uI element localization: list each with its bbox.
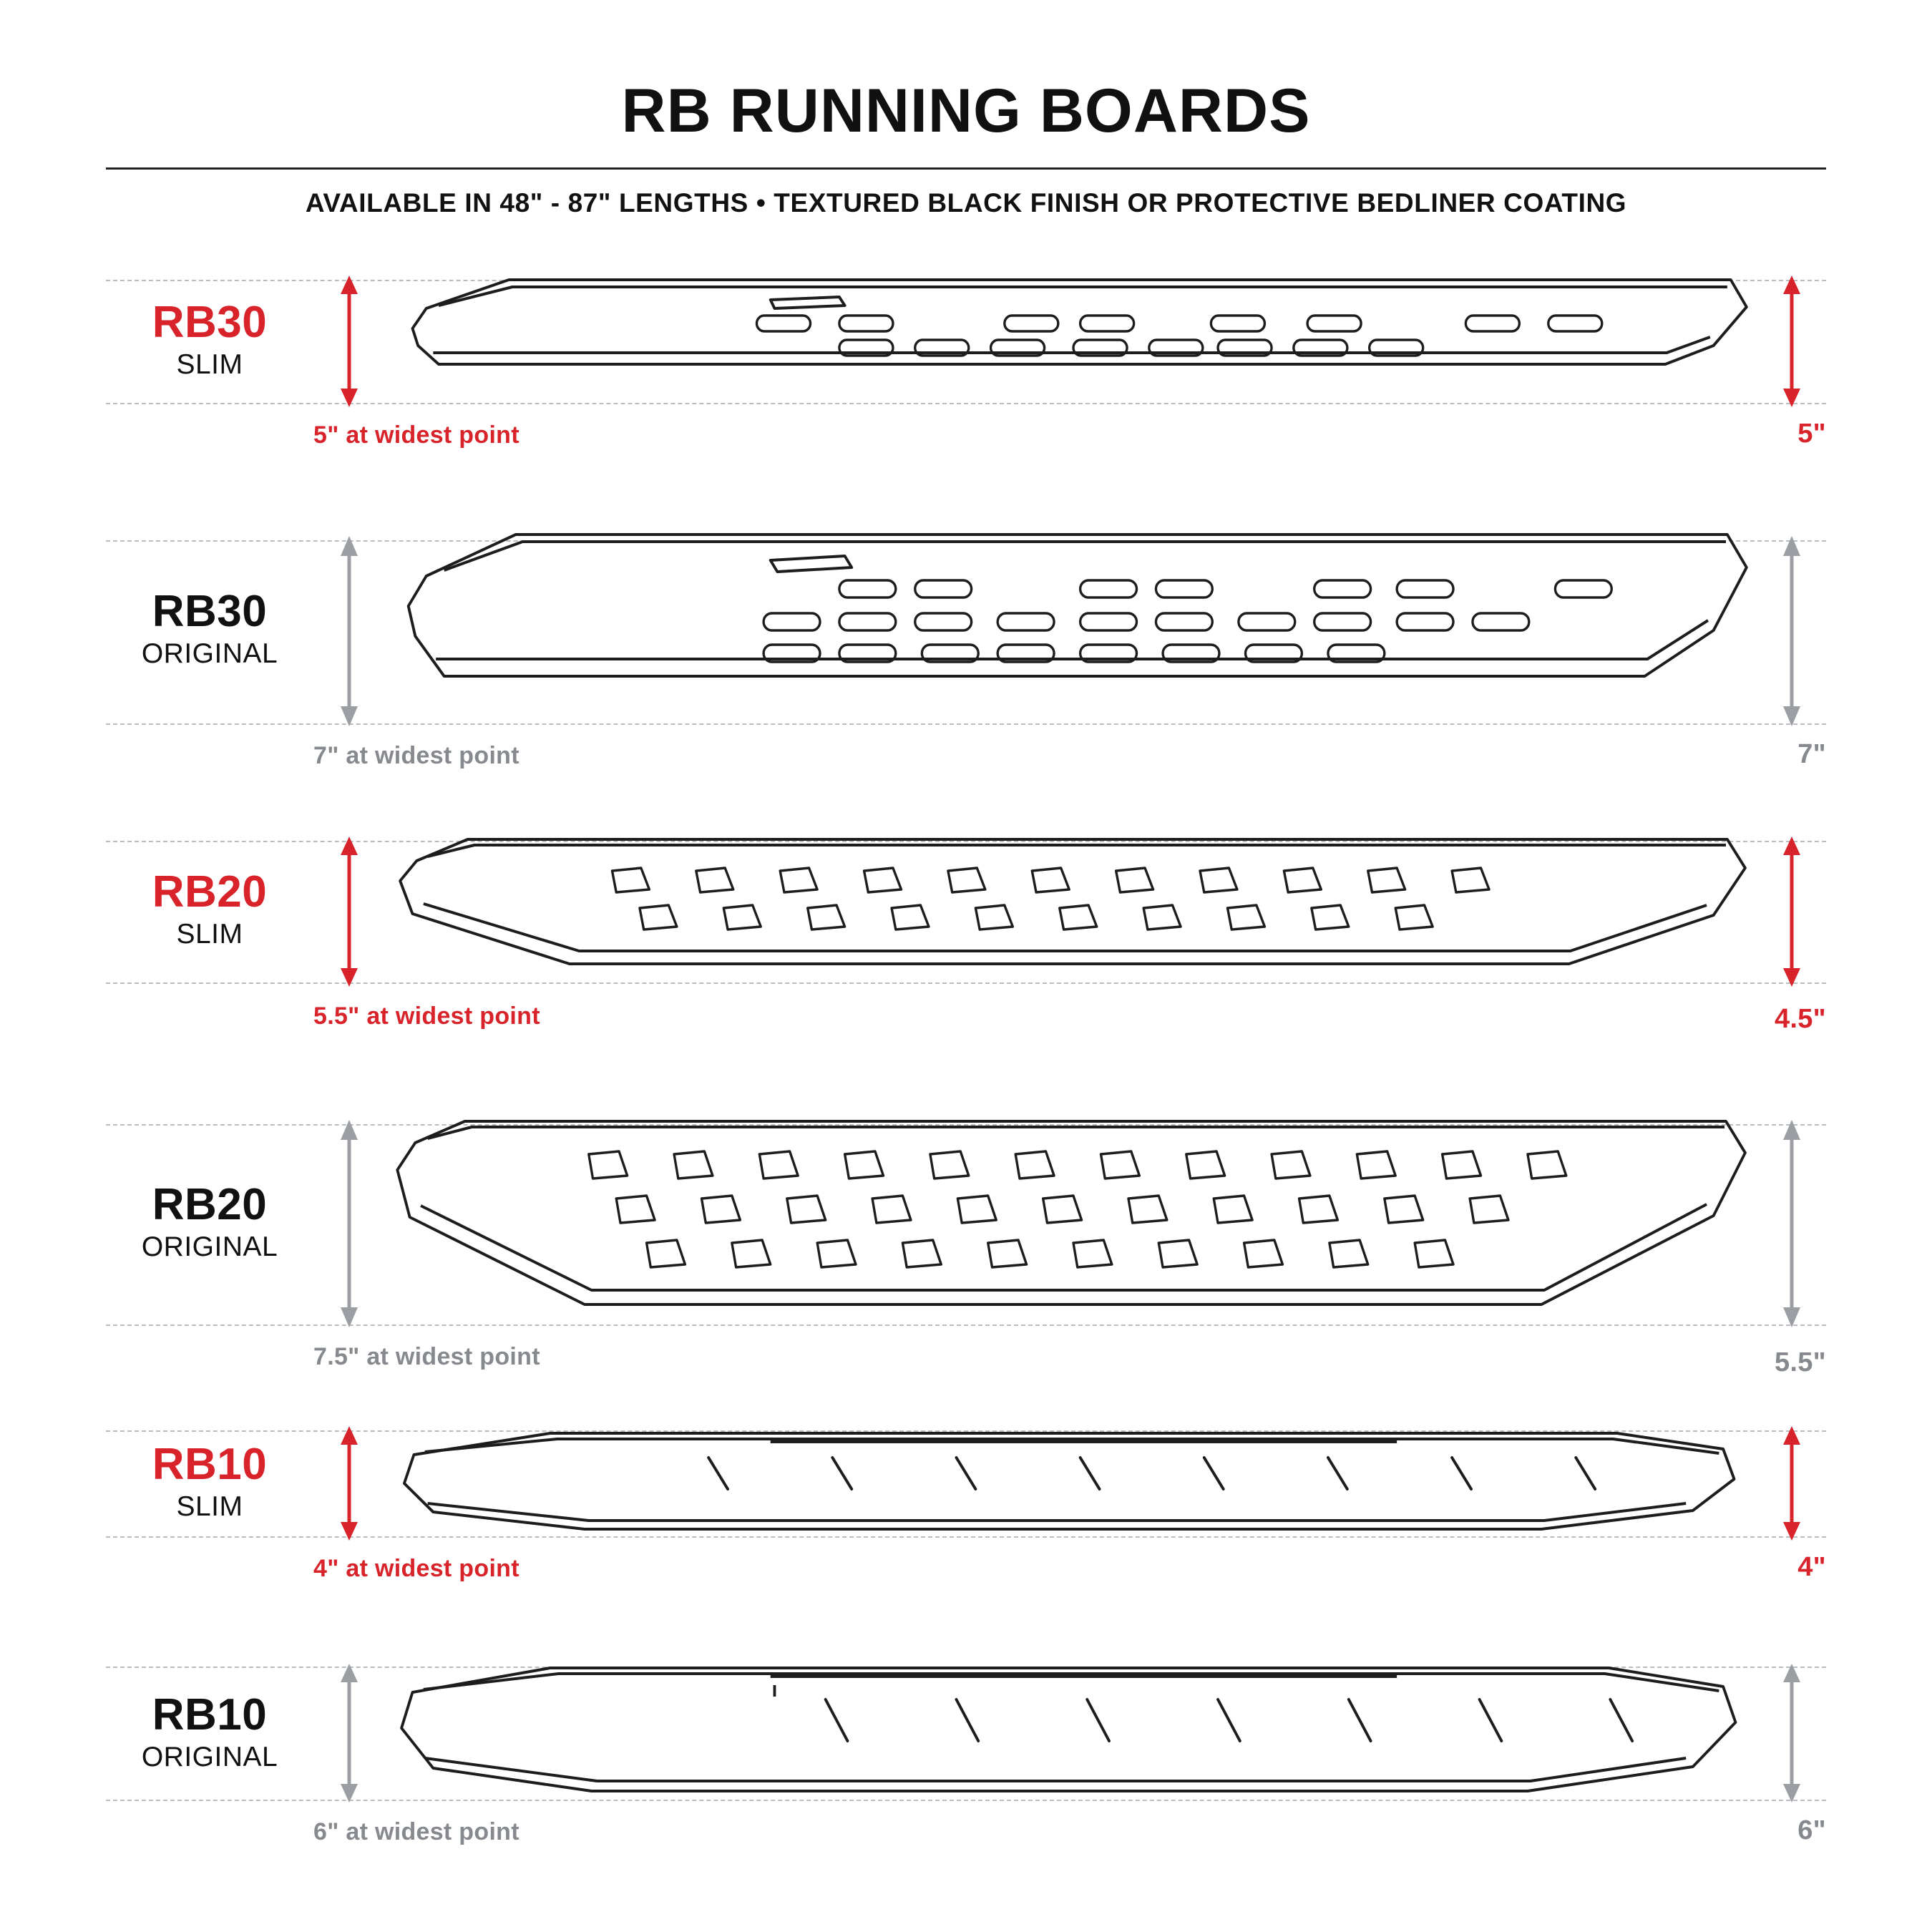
height-caption: 6": [1797, 1815, 1826, 1846]
board-illustration-rb30-original: [385, 523, 1762, 738]
dimension-arrow-left: [313, 1654, 385, 1814]
dimension-arrow-left: [313, 1110, 385, 1337]
model-name: RB30: [152, 586, 268, 636]
dimension-arrow-right: [1762, 824, 1826, 999]
height-caption: 5": [1797, 419, 1826, 449]
board-illustration-rb20-original: [385, 1110, 1762, 1337]
height-caption: 5.5": [1774, 1347, 1826, 1378]
model-name: RB20: [152, 1179, 268, 1229]
label-rb30-original: [106, 523, 313, 738]
model-variant: SLIM: [176, 1491, 243, 1523]
model-variant: ORIGINAL: [141, 1231, 278, 1262]
width-caption: 7" at widest point: [313, 742, 519, 770]
height-caption: 4": [1797, 1552, 1826, 1583]
board-illustration-rb20-slim: [385, 824, 1762, 999]
page-title: RB RUNNING BOARDS: [621, 77, 1311, 145]
product-row-rb20-original: [106, 1110, 1826, 1418]
model-name: RB30: [152, 297, 268, 347]
dimension-arrow-right: [1762, 1110, 1826, 1337]
dimension-arrow-right: [1762, 1654, 1826, 1814]
dimension-arrow-right: [1762, 523, 1826, 738]
header-subtitle: AVAILABLE IN 48" - 87" LENGTHS • TEXTURED BLACK FINISH OR PROTECTIVE BEDLINER COATING: [305, 188, 1627, 218]
product-row-rb10-slim: [106, 1418, 1826, 1654]
header-divider: [106, 167, 1826, 170]
width-caption: 5.5" at widest point: [313, 1002, 540, 1030]
product-row-rb20-slim: [106, 824, 1826, 1110]
header: [106, 0, 1826, 218]
model-name: RB10: [152, 1689, 268, 1740]
dimension-arrow-right: [1762, 265, 1826, 417]
width-caption: 4" at widest point: [313, 1555, 519, 1583]
label-rb20-slim: [106, 824, 313, 999]
model-variant: SLIM: [176, 348, 243, 380]
model-name: RB10: [152, 1440, 268, 1490]
product-row-rb10-original: [106, 1654, 1826, 1897]
label-rb20-original: [106, 1110, 313, 1337]
dimension-arrow-left: [313, 1418, 385, 1550]
product-row-rb30-original: [106, 523, 1826, 824]
label-rb30-slim: [106, 265, 313, 417]
model-variant: ORIGINAL: [141, 638, 278, 669]
product-rows: [106, 265, 1826, 1897]
model-variant: ORIGINAL: [141, 1741, 278, 1772]
width-caption: 6" at widest point: [313, 1818, 519, 1846]
dimension-arrow-left: [313, 523, 385, 738]
board-illustration-rb30-slim: [385, 265, 1762, 417]
dimension-arrow-left: [313, 824, 385, 999]
dimension-arrow-left: [313, 265, 385, 417]
dimension-arrow-right: [1762, 1418, 1826, 1550]
model-name: RB20: [152, 867, 268, 917]
board-illustration-rb10-original: [385, 1654, 1762, 1814]
width-caption: 7.5" at widest point: [313, 1343, 540, 1371]
model-variant: SLIM: [176, 919, 243, 950]
board-illustration-rb10-slim: [385, 1418, 1762, 1550]
height-caption: 4.5": [1774, 1004, 1826, 1035]
height-caption: 7": [1797, 739, 1826, 770]
label-rb10-original: [106, 1654, 313, 1814]
label-rb10-slim: [106, 1418, 313, 1550]
width-caption: 5" at widest point: [313, 421, 519, 449]
product-row-rb30-slim: [106, 265, 1826, 523]
